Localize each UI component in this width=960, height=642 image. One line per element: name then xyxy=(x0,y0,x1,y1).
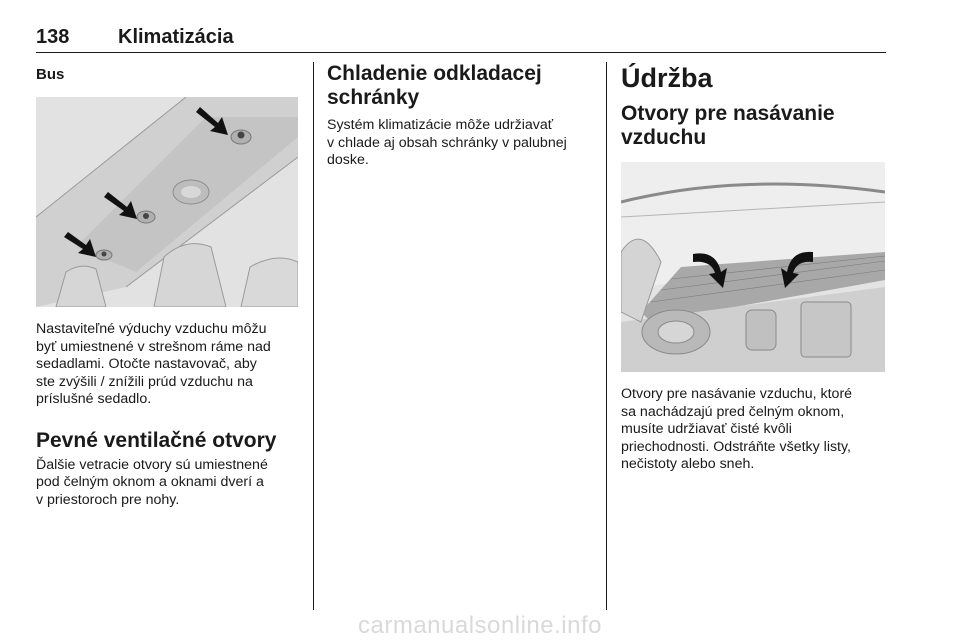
heading-maintenance: Údržba xyxy=(621,63,713,93)
caption-bus-vents: Nastaviteľné výduchy vzduchu môžu byť umiestnené v strešnom ráme nad sedadlami. Otočte nastavovač, aby ste zvýšili / znížili prúd vzduchu na príslušné sedadlo. xyxy=(36,321,271,407)
column-divider xyxy=(606,62,607,610)
body-glovebox-cooling: Systém klimatizácie môže udržiavať v chlade aj obsah schránky v palubnej doske. xyxy=(327,117,567,168)
column-divider xyxy=(313,62,314,610)
chapter-title: Klimatizácia xyxy=(118,26,234,48)
column-glovebox-cooling xyxy=(327,62,589,170)
subheading-air-intake: Otvory pre nasávanie vzduchu xyxy=(621,102,835,149)
heading-glovebox-cooling: Chladenie odkladacej schránky xyxy=(327,62,542,109)
page-header xyxy=(36,26,886,53)
watermark: carmanualsonline.info xyxy=(358,612,602,639)
air-intake-illustration xyxy=(621,162,885,372)
column-bus xyxy=(36,62,298,509)
page-number: 138 xyxy=(36,26,70,48)
column-maintenance xyxy=(621,62,885,474)
heading-fixed-vents: Pevné ventilačné otvory xyxy=(36,428,277,452)
roof-vents-illustration xyxy=(36,97,298,307)
body-fixed-vents: Ďalšie vetracie otvory sú umiestnené pod čelným oknom a oknami dverí a v priestoroch pre nohy. xyxy=(36,456,268,508)
body-air-intake: Otvory pre nasávanie vzduchu, ktoré sa nachádzajú pred čelným oknom, musíte udržiavať čisté kvôli priechodnosti. Odstráňte všetky listy, nečistoty alebo sneh. xyxy=(621,386,853,472)
section-label-bus: Bus xyxy=(36,66,65,83)
